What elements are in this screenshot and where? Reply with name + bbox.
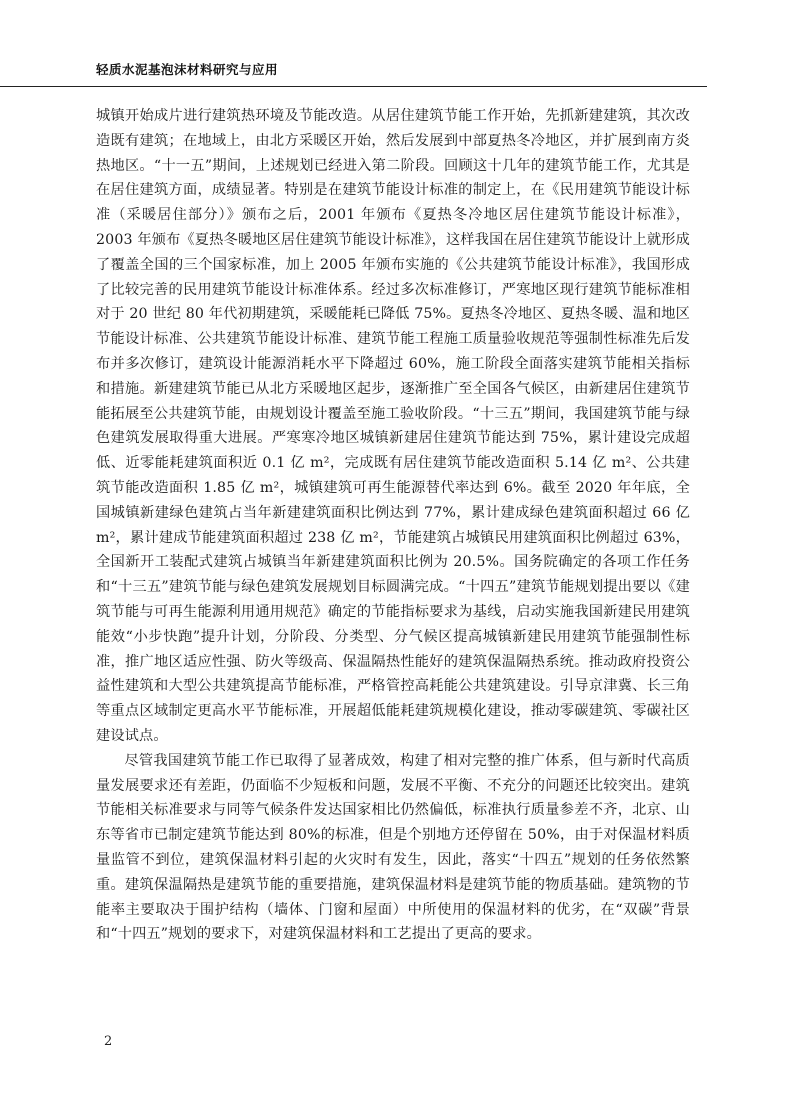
running-head-book-title: 轻质水泥基泡沫材料研究与应用: [96, 62, 279, 77]
header-rule: [0, 86, 707, 87]
page-number: 2: [104, 1034, 113, 1049]
body-text: [96, 104, 690, 947]
paragraph: 尽管我国建筑节能工作已取得了显著成效，构建了相对完整的推广体系，但与新时代高质量发展要求还有差距，仍面临不少短板和问题，发展不平衡、不充分的问题还比较突出。建筑节能相关标准要求与同等气候条件发达国家相比仍然偏低，标准执行质量参差不齐，北京、山东等省市已制定建筑节能达到 80%的标准，但是个别地方还停留在 50%，由于对保温材料质量监管不到位，建筑保温材料引起的火灾时有发生，因此，落实“十四五”规划的任务依然繁重。建筑保温隔热是建筑节能的重要措施，建筑保温材料是建筑节能的物质基础。建筑物的节能率主要取决于围护结构（墙体、门窗和屋面）中所使用的保温材料的优劣，在“双碳”背景和“十四五”规划的要求下，对建筑保温材料和工艺提出了更高的要求。: [96, 752, 690, 943]
paragraph-continuation: 城镇开始成片进行建筑热环境及节能改造。从居住建筑节能工作开始，先抓新建建筑，其次改造既有建筑；在地域上，由北方采暖区开始，然后发展到中部夏热冬冷地区，并扩展到南方炎热地区。“十一五”期间，上述规划已经进入第二阶段。回顾这十几年的建筑节能工作，尤其是在居住建筑方面，成绩显著。特别是在建筑节能设计标准的制定上，在《民用建筑节能设计标准（采暖居住部分）》颁布之后，2001 年颁布《夏热冬冷地区居住建筑节能设计标准》，2003 年颁布《夏热冬暖地区居住建筑节能设计标准》，这样我国在居住建筑节能设计上就形成了覆盖全国的三个国家标准，加上 2005 年颁布实施的《公共建筑节能设计标准》，我国形成了比较完善的民用建筑节能设计标准体系。经过多次标准修订，严寒地区现行建筑节能标准相对于 20 世纪 80 年代初期建筑，采暖能耗已降低 75%。夏热冬冷地区、夏热冬暖、温和地区节能设计标准、公共建筑节能设计标准、建筑节能工程施工质量验收规范等强制性标准先后发布并多次修订，建筑设计能源消耗水平下降超过 60%，施工阶段全面落实建筑节能相关指标和措施。新建建筑节能已从北方采暖地区起步，逐渐推广至全国各气候区，由新建居住建筑节能拓展至公共建筑节能，由规划设计覆盖至施工验收阶段。“十三五”期间，我国建筑节能与绿色建筑发展取得重大进展。严寒寒冷地区城镇新建居住建筑节能达到 75%，累计建设完成超低、近零能耗建筑面积近 0.1 亿 m²，完成既有居住建筑节能改造面积 5.14 亿 m²、公共建筑节能改造面积 1.85 亿 m²，城镇建筑可再生能源替代率达到 6%。截至 2020 年年底，全国城镇新建绿色建筑占当年新建建筑面积比例达到 77%，累计建成绿色建筑面积超过 66 亿 m²，累计建成节能建筑面积超过 238 亿 m²，节能建筑占城镇民用建筑面积比例超过 63%，全国新开工装配式建筑占城镇当年新建建筑面积比例为 20.5%。国务院确定的各项工作任务和“十三五”建筑节能与绿色建筑发展规划目标圆满完成。“十四五”建筑节能规划提出要以《建筑节能与可再生能源利用通用规范》确定的节能指标要求为基线，启动实施我国新建民用建筑能效“小步快跑”提升计划，分阶段、分类型、分气候区提高城镇新建民用建筑节能强制性标准，推广地区适应性强、防火等级高、保温隔热性能好的建筑保温隔热系统。推动政府投资公益性建筑和大型公共建筑提高节能标准，严格管控高耗能公共建筑建设。引导京津冀、长三角等重点区域制定更高水平节能标准，开展超低能耗建筑规模化建设，推动零碳建筑、零碳社区建设试点。: [96, 108, 690, 744]
